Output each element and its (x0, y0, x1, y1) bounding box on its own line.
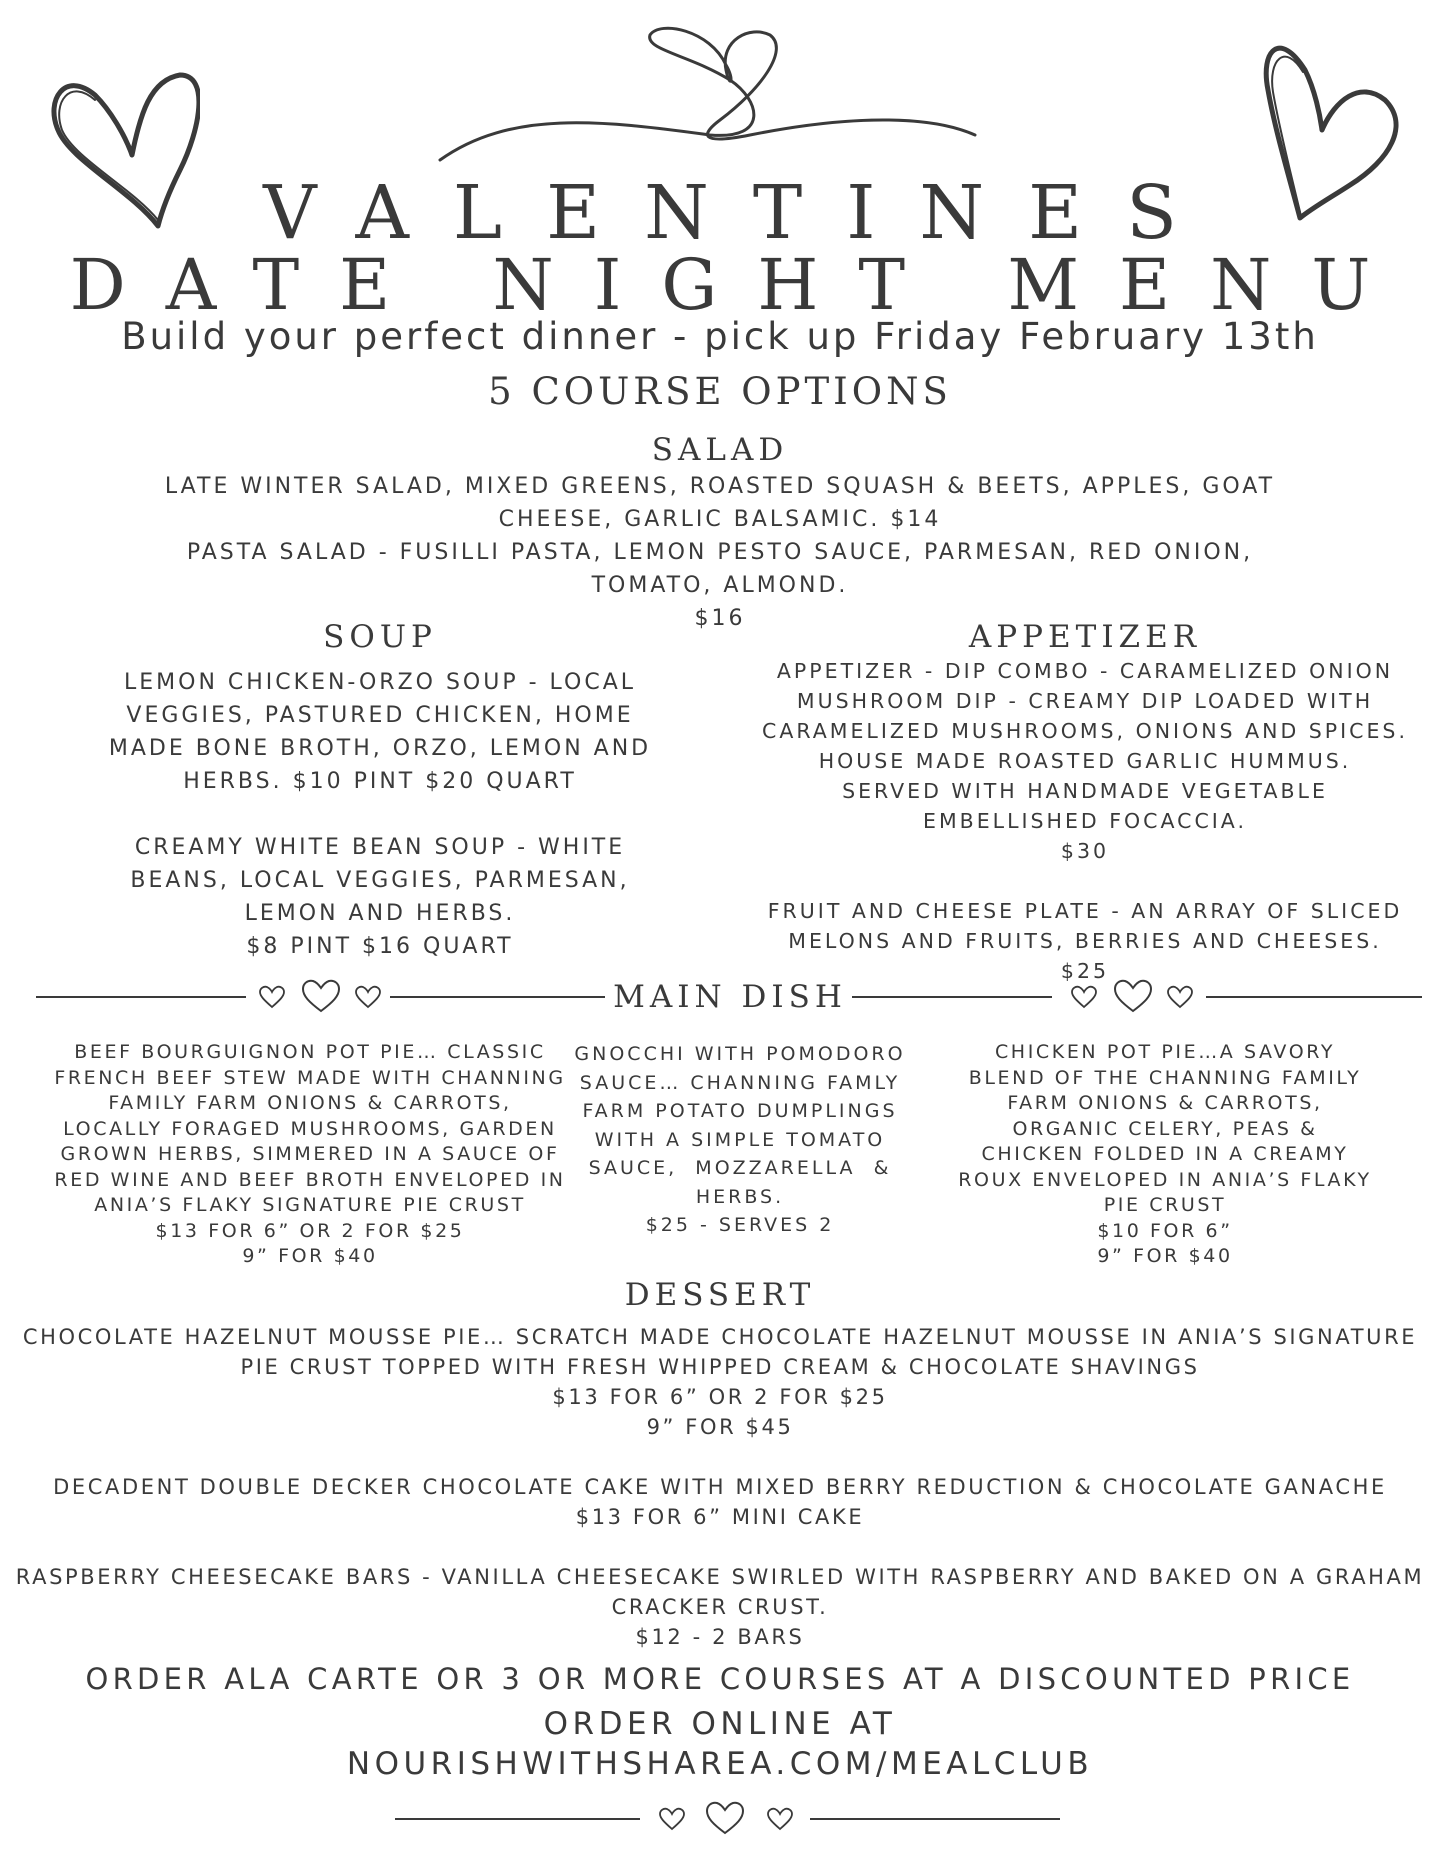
appetizer-line: SERVED WITH HANDMADE VEGETABLE (842, 779, 1328, 803)
appetizer-line: MELONS AND FRUITS, BERRIES AND CHEESES. (788, 929, 1382, 953)
main-dish-line: $25 - SERVES 2 (645, 1214, 835, 1236)
main-dish-line: 9” FOR $40 (242, 1245, 378, 1267)
salad-line: LATE WINTER SALAD, MIXED GREENS, ROASTED SQUASH & BEETS, APPLES, GOAT (164, 474, 1276, 499)
appetizer-heading: APPETIZER (968, 619, 1202, 655)
main-dish-line: ROUX ENVELOPED IN ANIA’S FLAKY (958, 1168, 1372, 1191)
soup-line: $8 PINT $16 QUART (246, 934, 514, 959)
main-dish-line: $10 FOR 6” (1097, 1219, 1233, 1242)
main-dish-line: ANIA’S FLAKY SIGNATURE PIE CRUST (94, 1194, 526, 1216)
order-note: ORDER ALA CARTE OR 3 OR MORE COURSES AT A DISCOUNTED PRICE (85, 1662, 1355, 1696)
appetizer-line: EMBELLISHED FOCACCIA. (923, 809, 1247, 833)
main-dish-line: SAUCE, MOZZARELLA & (588, 1157, 892, 1179)
dessert-heading: DESSERT (624, 1277, 816, 1313)
appetizer-line: HOUSE MADE ROASTED GARLIC HUMMUS. (818, 749, 1352, 773)
menu-subtitle: Build your perfect dinner - pick up Friday February 13th (121, 315, 1319, 358)
dessert-description (10, 1322, 1430, 1652)
soup-line: LEMON AND HERBS. (244, 901, 516, 926)
main-dish-gnocchi (560, 1040, 920, 1240)
soup-description (80, 666, 680, 963)
dessert-line: DECADENT DOUBLE DECKER CHOCOLATE CAKE WITH MIXED BERRY REDUCTION & CHOCOLATE GANACHE (53, 1475, 1387, 1499)
divider-line (852, 996, 1052, 998)
small-heart-icon (354, 984, 382, 1010)
divider-line (36, 996, 246, 998)
main-dish-line: FRENCH BEEF STEW MADE WITH CHANNING (54, 1066, 566, 1089)
divider-line (395, 1818, 640, 1820)
divider-line (810, 1818, 1060, 1820)
main-dish-line: FARM POTATO DUMPLINGS (582, 1100, 898, 1122)
soup-line: CREAMY WHITE BEAN SOUP - WHITE (134, 835, 626, 860)
main-dish-line: CHICKEN POT PIE…A SAVORY (994, 1041, 1336, 1063)
main-dish-line: BLEND OF THE CHANNING FAMILY (968, 1066, 1362, 1089)
soup-line: MADE BONE BROTH, ORZO, LEMON AND (108, 736, 652, 761)
main-dish-chicken-pot-pie (940, 1040, 1390, 1270)
soup-line: LEMON CHICKEN-ORZO SOUP - LOCAL (123, 670, 636, 695)
dessert-line: RASPBERRY CHEESECAKE BARS - VANILLA CHEESECAKE SWIRLED WITH RASPBERRY AND BAKED ON A GRAHAM (15, 1565, 1425, 1589)
order-url-link[interactable]: NOURISHWITHSHAREA.COM/MEALCLUB (346, 1746, 1094, 1782)
dessert-line: CRACKER CRUST. (611, 1595, 829, 1619)
menu-title-line2: DATE NIGHT MENU (69, 244, 1411, 326)
main-dish-line: RED WINE AND BEEF BROTH ENVELOPED IN (54, 1168, 566, 1191)
salad-line: TOMATO, ALMOND. (591, 573, 849, 598)
soup-line: HERBS. $10 PINT $20 QUART (183, 769, 577, 794)
main-dish-heading: MAIN DISH (613, 979, 847, 1015)
small-heart-icon (1166, 984, 1194, 1010)
dessert-line: $13 FOR 6” OR 2 FOR $25 (552, 1385, 888, 1409)
small-heart-icon (1070, 984, 1098, 1010)
soup-line: VEGGIES, PASTURED CHICKEN, HOME (126, 703, 634, 728)
heart-swirl-icon (430, 20, 990, 170)
main-dish-beef-pot-pie (30, 1040, 590, 1270)
divider-line (1206, 996, 1422, 998)
dessert-line: CHOCOLATE HAZELNUT MOUSSE PIE… SCRATCH MADE CHOCOLATE HAZELNUT MOUSSE IN ANIA’S SIGNATURE (22, 1325, 1418, 1349)
small-heart-icon (658, 1806, 686, 1832)
divider-line (390, 996, 605, 998)
main-dish-line: LOCALLY FORAGED MUSHROOMS, GARDEN (63, 1117, 557, 1140)
main-dish-line: CHICKEN FOLDED IN A CREAMY (981, 1143, 1349, 1165)
appetizer-line: APPETIZER - DIP COMBO - CARAMELIZED ONION (776, 659, 1394, 683)
course-options-heading: 5 COURSE OPTIONS (488, 370, 952, 413)
main-dish-line: FARM ONIONS & CARROTS, (1007, 1092, 1323, 1114)
heart-icon (300, 978, 342, 1014)
main-dish-line: 9” FOR $40 (1097, 1245, 1233, 1267)
appetizer-description (740, 656, 1430, 986)
main-dish-line: WITH A SIMPLE TOMATO (594, 1128, 886, 1151)
menu-title-line1: VALENTINES (263, 170, 1221, 256)
salad-heading: SALAD (651, 432, 789, 468)
main-dish-line: PIE CRUST (1103, 1194, 1227, 1216)
main-dish-line: ORGANIC CELERY, PEAS & (1012, 1117, 1318, 1140)
appetizer-line: $25 (1060, 959, 1110, 983)
appetizer-line: $30 (1060, 839, 1110, 863)
dessert-line: $13 FOR 6” MINI CAKE (575, 1505, 865, 1529)
salad-line: CHEESE, GARLIC BALSAMIC. $14 (498, 507, 942, 532)
main-dish-line: BEEF BOURGUIGNON POT PIE… CLASSIC (74, 1041, 546, 1063)
heart-icon (1112, 978, 1154, 1014)
main-dish-line: SAUCE… CHANNING FAMLY (579, 1071, 901, 1094)
heart-icon (704, 1800, 746, 1836)
small-heart-icon (258, 984, 286, 1010)
main-dish-line: GROWN HERBS, SIMMERED IN A SAUCE OF (60, 1143, 560, 1165)
soup-heading: SOUP (323, 619, 437, 655)
salad-line: PASTA SALAD - FUSILLI PASTA, LEMON PESTO SAUCE, PARMESAN, RED ONION, (186, 540, 1254, 565)
order-online-label: ORDER ONLINE AT (543, 1706, 897, 1742)
main-dish-line: FAMILY FARM ONIONS & CARROTS, (108, 1092, 512, 1114)
small-heart-icon (766, 1806, 794, 1832)
main-dish-line: HERBS. (695, 1185, 785, 1208)
salad-line: $16 (694, 606, 746, 631)
main-dish-line: GNOCCHI WITH POMODORO (574, 1043, 906, 1065)
salad-description (140, 470, 1300, 635)
dessert-line: PIE CRUST TOPPED WITH FRESH WHIPPED CREAM & CHOCOLATE SHAVINGS (240, 1355, 1200, 1379)
appetizer-line: MUSHROOM DIP - CREAMY DIP LOADED WITH (796, 689, 1374, 713)
appetizer-line: CARAMELIZED MUSHROOMS, ONIONS AND SPICES. (762, 719, 1408, 743)
dessert-line: $12 - 2 BARS (635, 1625, 805, 1649)
main-dish-line: $13 FOR 6” OR 2 FOR $25 (155, 1219, 465, 1242)
soup-line: BEANS, LOCAL VEGGIES, PARMESAN, (130, 868, 630, 893)
appetizer-line: FRUIT AND CHEESE PLATE - AN ARRAY OF SLICED (767, 899, 1403, 923)
dessert-line: 9” FOR $45 (646, 1415, 794, 1439)
